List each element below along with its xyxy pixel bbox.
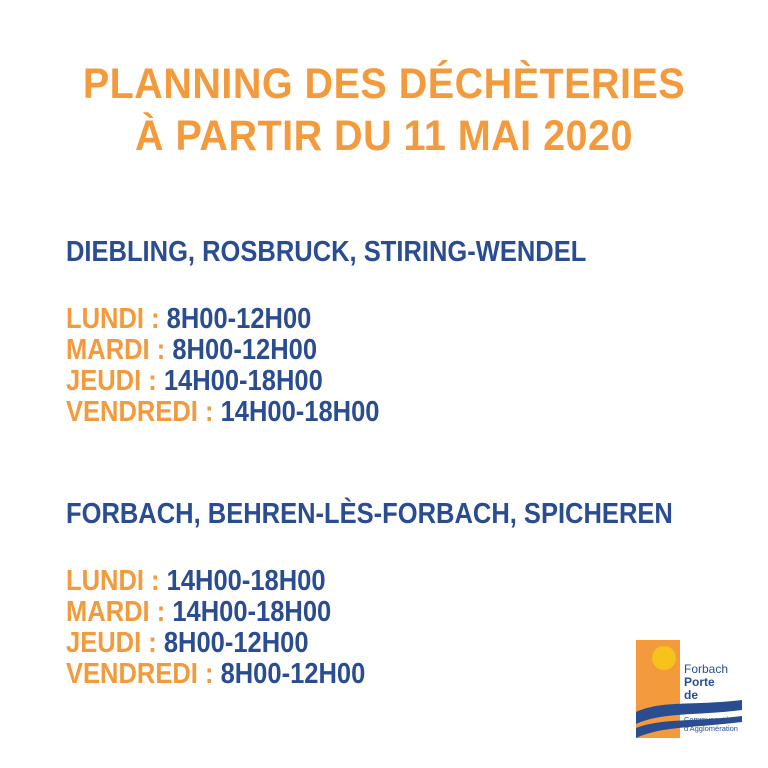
schedule-row: [66, 335, 379, 366]
logo-city: Forbach: [684, 662, 729, 676]
hours-value: 8H00-12H00: [172, 334, 318, 366]
day-label: JEUDI :: [66, 365, 157, 397]
hours-value: 8H00-12H00: [166, 303, 312, 335]
schedule-row: [66, 597, 365, 628]
day-label: LUNDI :: [66, 565, 160, 597]
schedule-row: [66, 366, 379, 397]
group-heading-2: FORBACH, BEHREN-LÈS-FORBACH, SPICHEREN: [66, 498, 673, 530]
day-label: LUNDI :: [66, 303, 160, 335]
hours-value: 14H00-18H00: [220, 396, 380, 428]
title-line-2: À PARTIR DU 11 MAI 2020: [135, 112, 633, 160]
page-title: [31, 58, 738, 162]
logo-name: Porte de France: [684, 675, 724, 715]
hours-value: 14H00-18H00: [172, 596, 332, 628]
day-label: JEUDI :: [66, 627, 157, 659]
schedule-list-1: [66, 304, 379, 428]
hours-value: 8H00-12H00: [163, 627, 309, 659]
logo-text: [684, 663, 744, 733]
schedule-row: [66, 566, 365, 597]
schedule-row: [66, 304, 379, 335]
hours-value: 14H00-18H00: [166, 565, 326, 597]
day-label: MARDI :: [66, 334, 166, 366]
logo-sun: [652, 646, 676, 670]
schedule-row: [66, 397, 379, 428]
schedule-row: [66, 659, 365, 690]
day-label: VENDREDI :: [66, 396, 214, 428]
schedule-list-2: [66, 566, 365, 690]
group-heading-1: DIEBLING, ROSBRUCK, STIRING-WENDEL: [66, 236, 587, 268]
schedule-row: [66, 628, 365, 659]
hours-value: 14H00-18H00: [163, 365, 323, 397]
day-label: MARDI :: [66, 596, 166, 628]
title-line-1: PLANNING DES DÉCHÈTERIES: [82, 60, 686, 108]
logo-subtitle: Communauté d'Agglomération: [684, 715, 738, 733]
day-label: VENDREDI :: [66, 658, 214, 690]
hours-value: 8H00-12H00: [220, 658, 366, 690]
